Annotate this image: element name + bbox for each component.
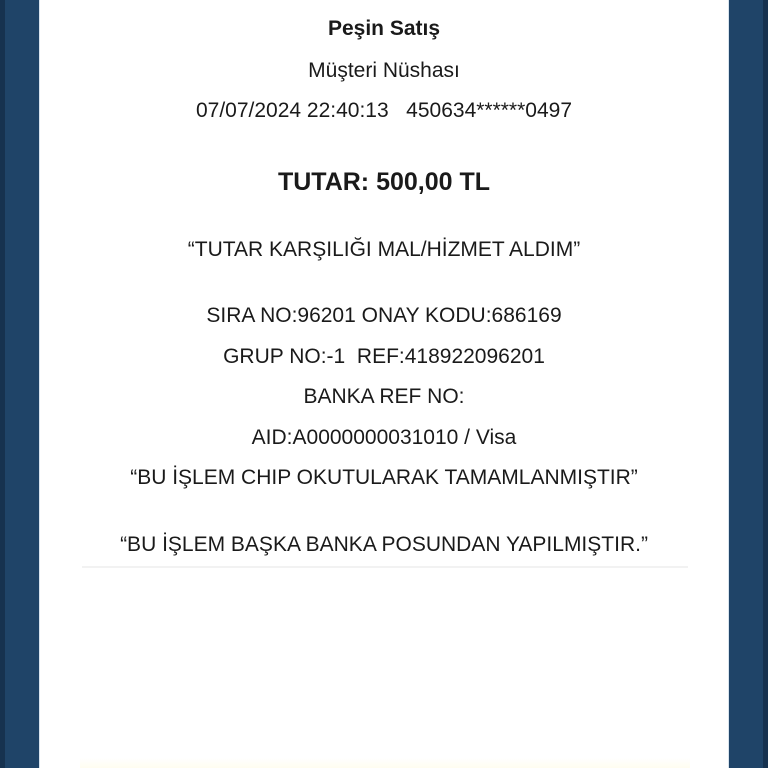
divider (82, 566, 688, 568)
copy-type: Müşteri Nüshası (308, 59, 460, 82)
sequence-approval-code: SIRA NO:96201 ONAY KODU:686169 (206, 304, 562, 327)
receipt-slip (39, 0, 729, 768)
goods-received-declaration: “TUTAR KARŞILIĞI MAL/HİZMET ALDIM” (187, 238, 581, 261)
group-reference: GRUP NO:-1 REF:418922096201 (223, 345, 545, 368)
chip-note: “BU İŞLEM CHIP OKUTULARAK TAMAMLANMIŞTIR” (130, 466, 638, 489)
right-border-bar (729, 0, 768, 768)
receipt-title: Peşin Satış (327, 17, 441, 40)
bottom-edge (80, 758, 690, 768)
aid-card-scheme: AID:A0000000031010 / Visa (251, 426, 517, 449)
bank-reference: BANKA REF NO: (303, 385, 465, 408)
other-bank-pos-note: “BU İŞLEM BAŞKA BANKA POSUNDAN YAPILMIŞTIR.” (120, 533, 648, 556)
datetime-card-number: 07/07/2024 22:40:13 450634******0497 (195, 99, 572, 122)
left-border-bar (0, 0, 39, 768)
amount-total: TUTAR: 500,00 TL (277, 168, 491, 196)
